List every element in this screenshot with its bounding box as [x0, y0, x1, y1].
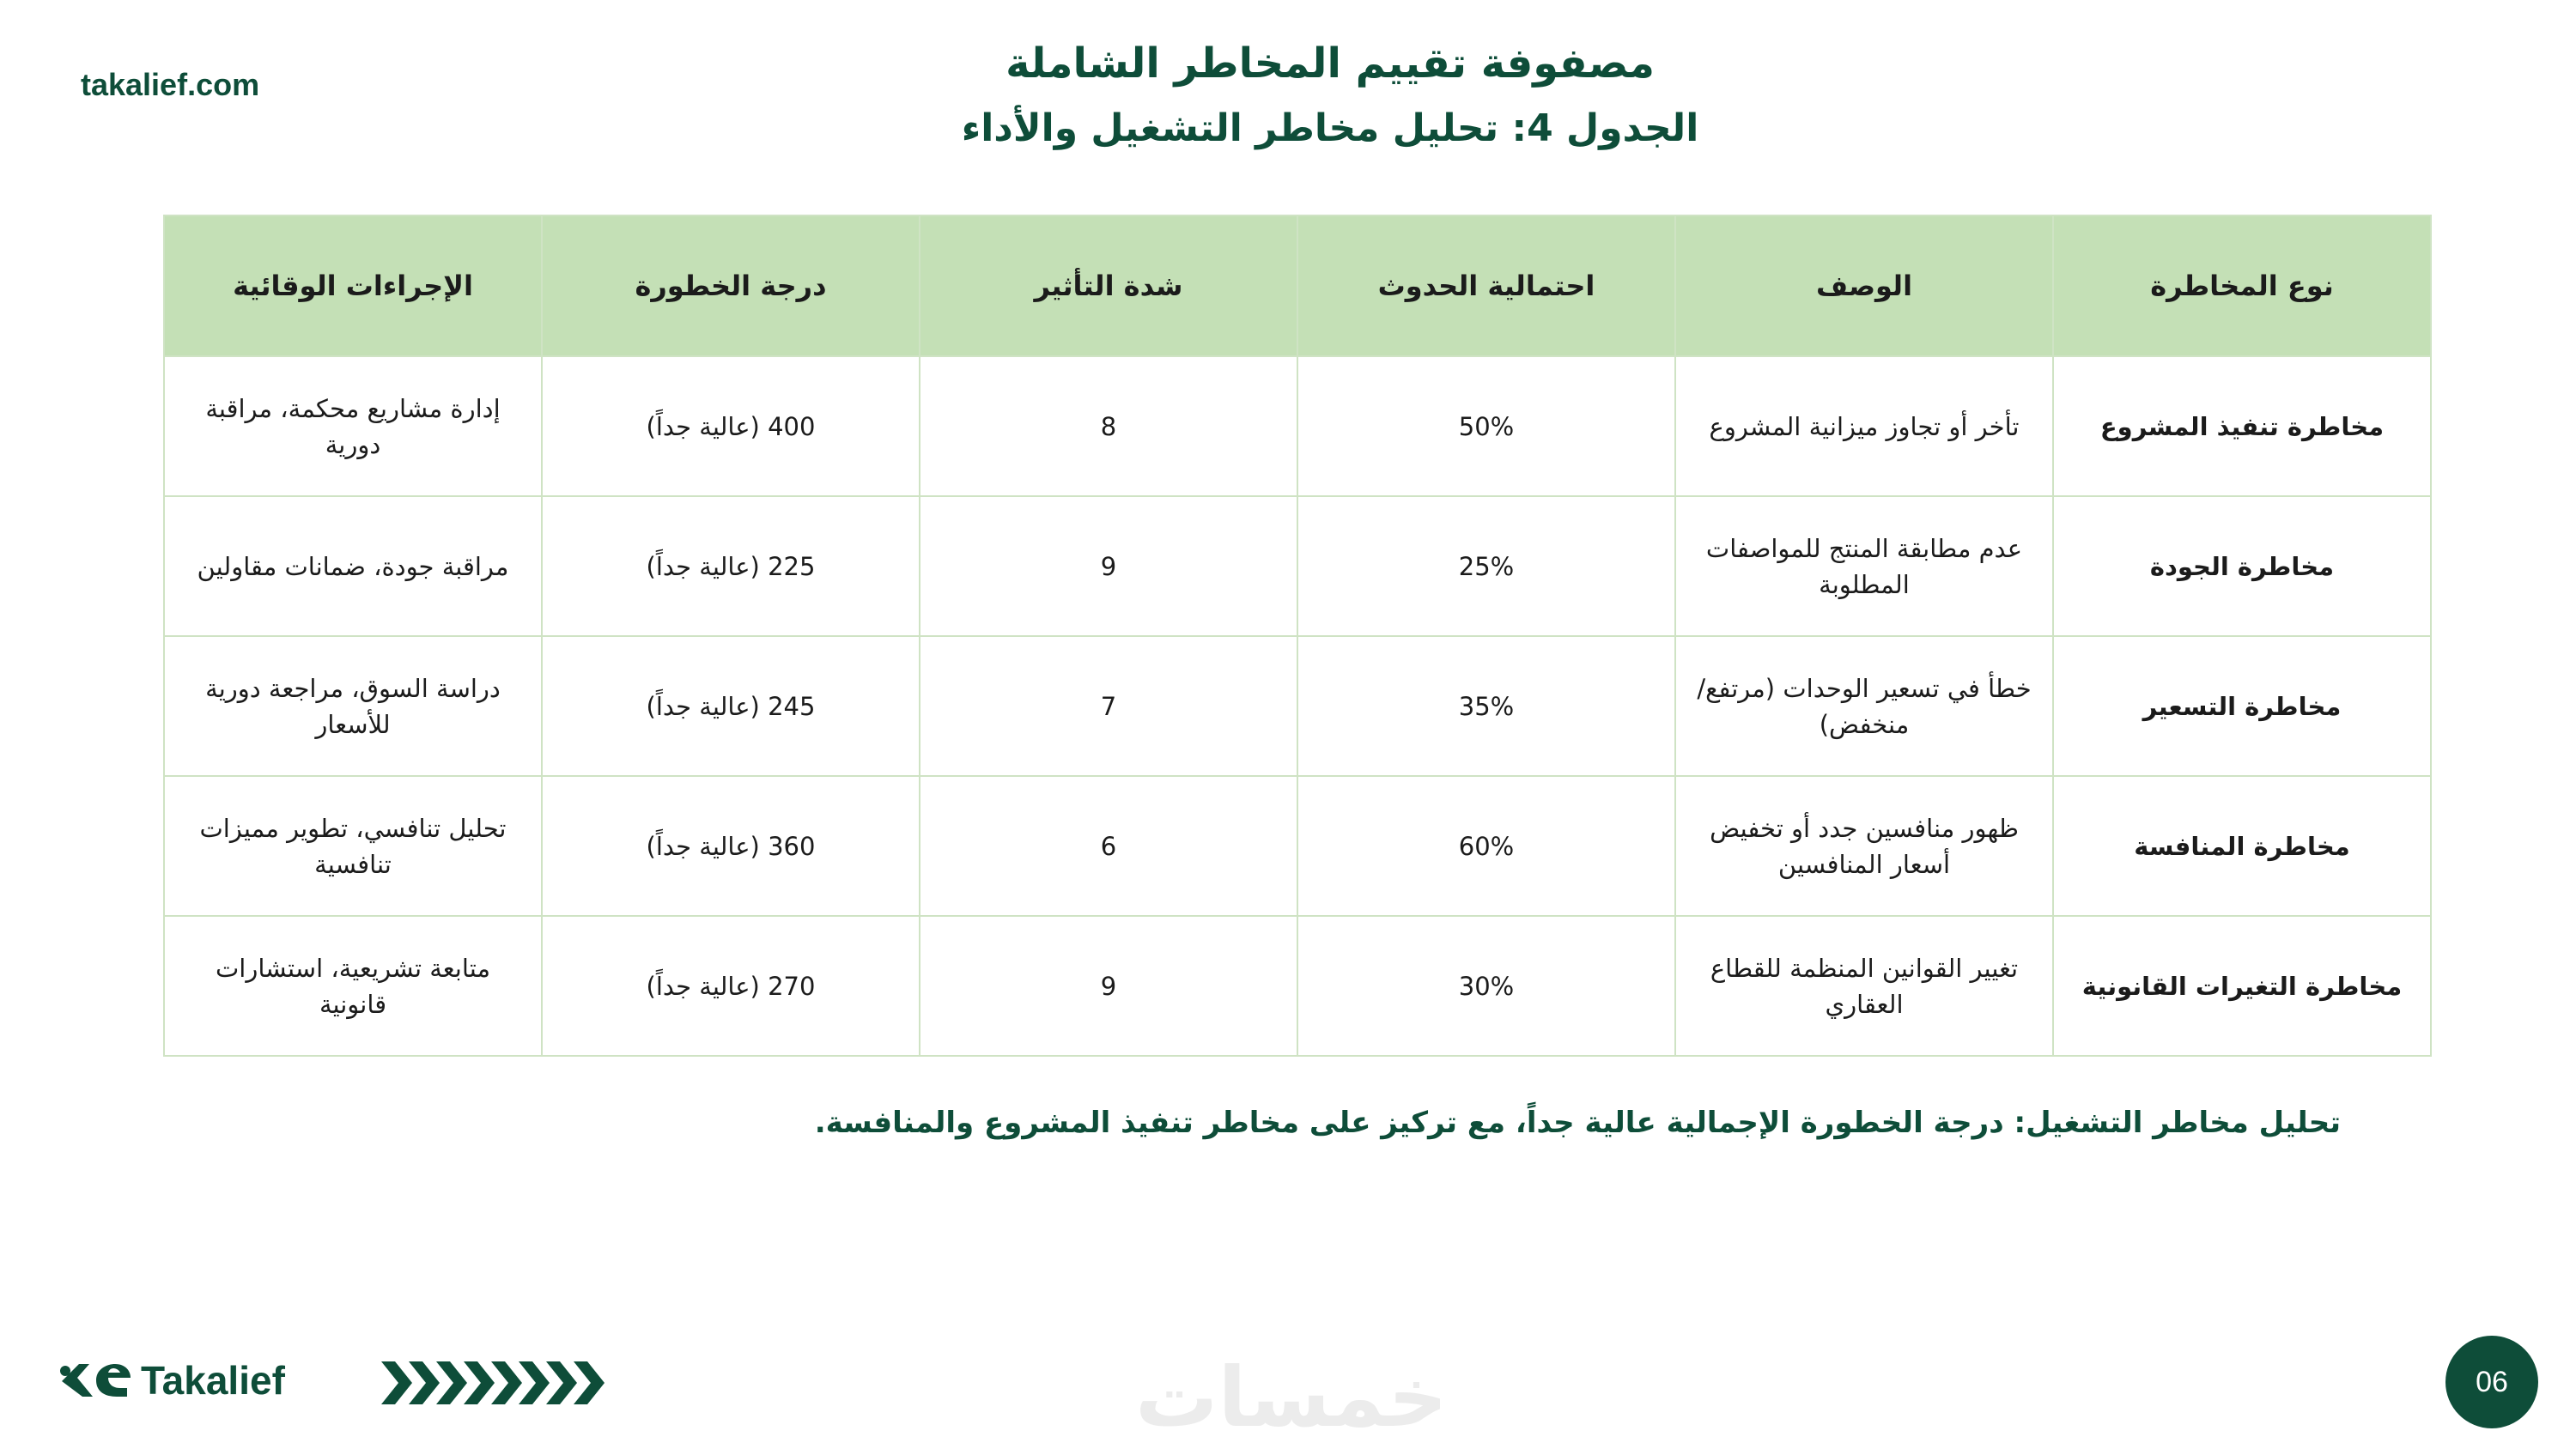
impact-cell: 6	[920, 776, 1297, 916]
description-cell: تأخر أو تجاوز ميزانية المشروع	[1675, 356, 2053, 496]
table-row	[164, 496, 2431, 636]
description-cell: ظهور منافسين جدد أو تخفيض أسعار المنافسين	[1675, 776, 2053, 916]
column-header: الإجراءات الوقائية	[164, 215, 542, 356]
logo-text: Takalief	[141, 1358, 285, 1403]
measures-cell: إدارة مشاريع محكمة، مراقبة دورية	[164, 356, 542, 496]
page-subtitle: الجدول 4: تحليل مخاطر التشغيل والأداء	[961, 106, 1699, 150]
title-block	[0, 33, 2576, 163]
description-cell: تغيير القوانين المنظمة للقطاع العقاري	[1675, 916, 2053, 1056]
risk-matrix-table	[163, 215, 2432, 1057]
column-header: نوع المخاطرة	[2053, 215, 2431, 356]
takalief-logo-icon	[58, 1359, 132, 1402]
measures-cell: دراسة السوق، مراجعة دورية للأسعار	[164, 636, 542, 776]
table-header-row	[164, 215, 2431, 356]
severity-cell: 270 (عالية جداً)	[542, 916, 920, 1056]
probability-cell: 25%	[1297, 496, 1675, 636]
risk-type-cell: مخاطرة التغيرات القانونية	[2053, 916, 2431, 1056]
measures-cell: تحليل تنافسي، تطوير مميزات تنافسية	[164, 776, 542, 916]
table-row	[164, 916, 2431, 1056]
table-row	[164, 776, 2431, 916]
probability-cell: 35%	[1297, 636, 1675, 776]
risk-type-cell: مخاطرة الجودة	[2053, 496, 2431, 636]
measures-cell: مراقبة جودة، ضمانات مقاولين	[164, 496, 542, 636]
risk-type-cell: مخاطرة تنفيذ المشروع	[2053, 356, 2431, 496]
impact-cell: 9	[920, 916, 1297, 1056]
page-number-badge: 06	[2445, 1336, 2538, 1428]
page-title: مصفوفة تقييم المخاطر الشاملة	[1005, 39, 1655, 88]
impact-cell: 7	[920, 636, 1297, 776]
footer-logo	[58, 1356, 285, 1404]
probability-cell: 60%	[1297, 776, 1675, 916]
measures-cell: متابعة تشريعية، استشارات قانونية	[164, 916, 542, 1056]
severity-cell: 400 (عالية جداً)	[542, 356, 920, 496]
description-cell: عدم مطابقة المنتج للمواصفات المطلوبة	[1675, 496, 2053, 636]
description-cell: خطأ في تسعير الوحدات (مرتفع/منخفض)	[1675, 636, 2053, 776]
risk-type-cell: مخاطرة التسعير	[2053, 636, 2431, 776]
risk-type-cell: مخاطرة المنافسة	[2053, 776, 2431, 916]
severity-cell: 360 (عالية جداً)	[542, 776, 920, 916]
table-row	[164, 356, 2431, 496]
impact-cell: 8	[920, 356, 1297, 496]
severity-cell: 225 (عالية جداً)	[542, 496, 920, 636]
column-header: الوصف	[1675, 215, 2053, 356]
column-header: احتمالية الحدوث	[1297, 215, 1675, 356]
summary-note: تحليل مخاطر التشغيل: درجة الخطورة الإجمالية عالية جداً، مع تركيز على مخاطر تنفيذ المشروع والمنافسة.	[814, 1106, 2341, 1140]
probability-cell: 50%	[1297, 356, 1675, 496]
probability-cell: 30%	[1297, 916, 1675, 1056]
impact-cell: 9	[920, 496, 1297, 636]
severity-cell: 245 (عالية جداً)	[542, 636, 920, 776]
column-header: شدة التأثير	[920, 215, 1297, 356]
table-row	[164, 636, 2431, 776]
column-header: درجة الخطورة	[542, 215, 920, 356]
chevrons-right-icon	[381, 1361, 639, 1404]
site-url: takalief.com	[81, 67, 260, 102]
watermark: خمسات	[1135, 1349, 1448, 1446]
